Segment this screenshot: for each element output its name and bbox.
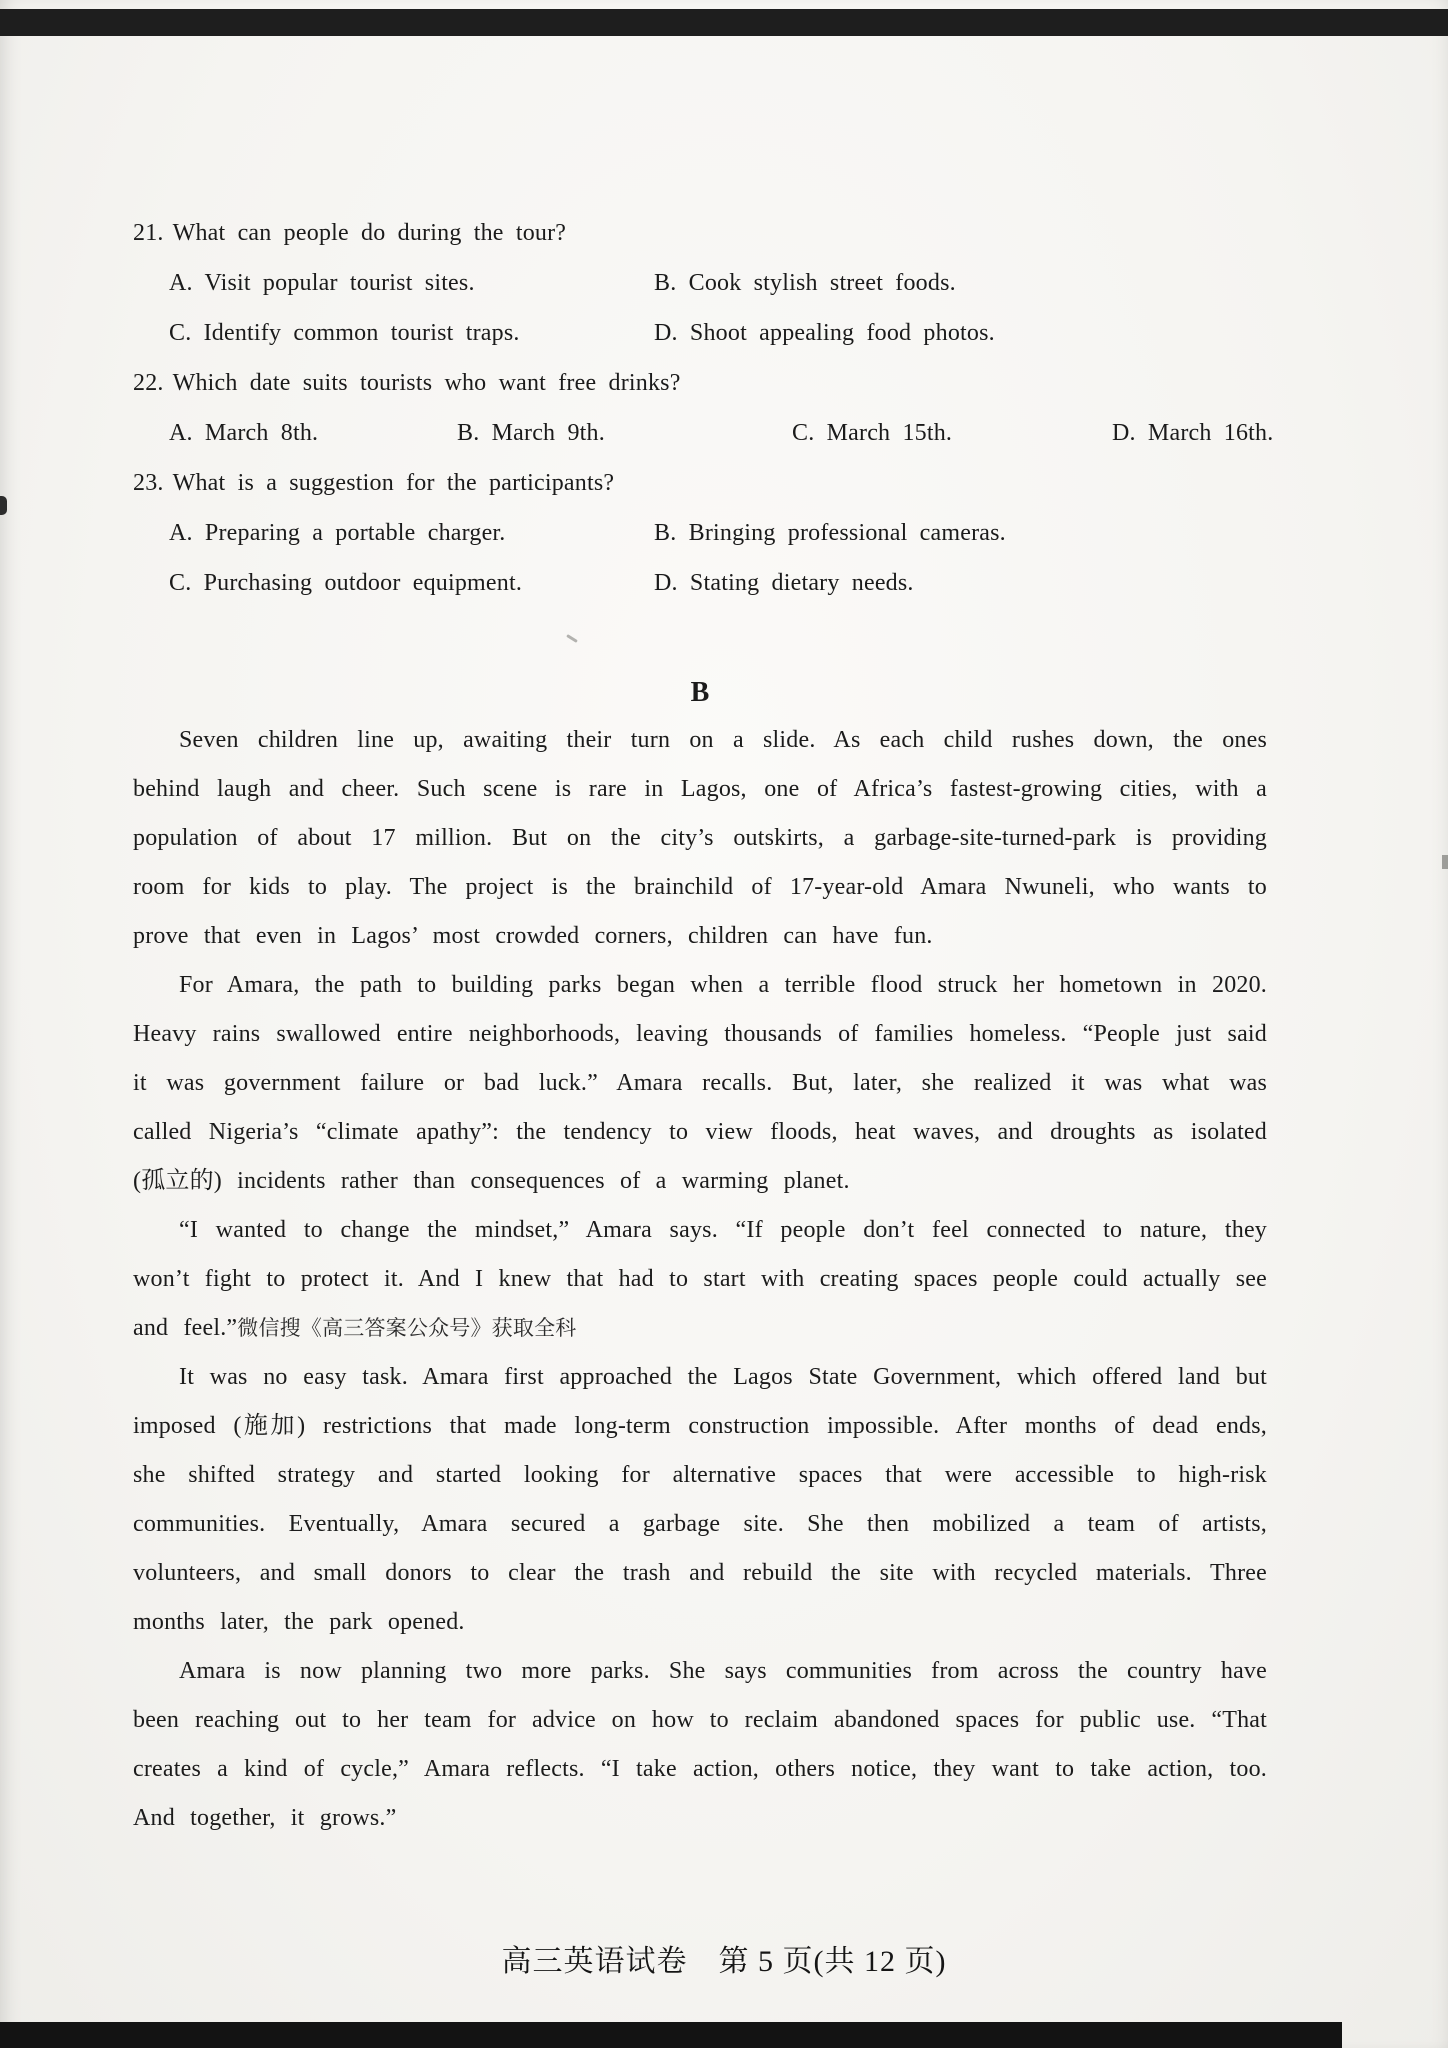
scan-artifact-top-bar	[0, 9, 1448, 36]
paragraph-text: It was no easy task. Amara first approached the Lagos State Government, which offered land but imposed (施加) restrictions that made long-term construction impossible. After months of dead ends, she shifted strategy and started looking for alternative spaces that were accessible to high-risk communities. Eventually, Amara secured a garbage site. She then mobilized a team of artists, volunteers, and small donors to clear the trash and rebuild the site with recycled materials. Three months later, the park opened.	[133, 1364, 1267, 1635]
section-b-heading: B	[690, 677, 710, 708]
question-23-options-row-2	[133, 558, 1267, 608]
question-21-option-c: C. Identify common tourist traps.	[169, 320, 520, 346]
paragraph-text: For Amara, the path to building parks began when a terrible flood struck her hometown in 2020. Heavy rains swallowed entire neighborhoods, leaving thousands of families homeless. “People just said it was government failure or bad luck.” Amara recalls. But, later, she realized it was what was called Nigeria’s “climate apathy”: the tendency to view floods, heat waves, and droughts as isolated (孤立的) incidents rather than consequences of a warming planet.	[133, 972, 1267, 1194]
question-list	[133, 208, 1274, 608]
question-23-options-row-1	[133, 508, 1267, 558]
scan-artifact-bottom-bar	[0, 2022, 1342, 2048]
question-23-text: What is a suggestion for the participants?	[172, 470, 615, 496]
question-23-option-a: A. Preparing a portable charger.	[169, 520, 506, 546]
question-21-options-row-2	[133, 308, 1267, 358]
scan-artifact-right-mark	[1442, 855, 1448, 869]
question-21-option-b: B. Cook stylish street foods.	[654, 270, 956, 296]
question-22-options-row	[133, 408, 1274, 458]
question-21-options-row-1	[133, 258, 1267, 308]
question-21-option-a: A. Visit popular tourist sites.	[169, 270, 475, 296]
passage-paragraph-4	[133, 1353, 1267, 1647]
paragraph-text: Seven children line up, awaiting their turn on a slide. As each child rushes down, the ones behind laugh and cheer. Such scene is rare in Lagos, one of Africa’s fastest-growing cities, with a population of about 17 million. But on the city’s outskirts, a garbage-site-turned-park is providing room for kids to play. The project is the brainchild of 17-year-old Amara Nwuneli, who wants to prove that even in Lagos’ most crowded corners, children can have fun.	[133, 727, 1267, 949]
question-22-option-c: C. March 15th.	[792, 420, 953, 446]
question-22-option-d: D. March 16th.	[1112, 420, 1274, 446]
passage-paragraph-1	[133, 716, 1267, 961]
scan-artifact-left-mark	[0, 496, 7, 515]
question-22-option-b: B. March 9th.	[457, 420, 605, 446]
watermark-text: 微信搜《高三答案公众号》获取全科	[237, 1316, 577, 1340]
question-23-number: 23.	[133, 470, 164, 496]
question-22-option-a: A. March 8th.	[169, 420, 319, 446]
question-21-text: What can people do during the tour?	[172, 220, 567, 246]
question-21-option-d: D. Shoot appealing food photos.	[654, 320, 995, 346]
paragraph-text: “I wanted to change the mindset,” Amara says. “If people don’t feel connected to nature, they won’t fight to protect it. And I knew that had to start with creating spaces people could actually see and feel.”	[133, 1217, 1267, 1341]
question-23-option-c: C. Purchasing outdoor equipment.	[169, 570, 523, 596]
scan-artifact-speck	[566, 634, 578, 643]
question-22-text: Which date suits tourists who want free drinks?	[172, 370, 681, 396]
passage-paragraph-2	[133, 961, 1267, 1206]
question-23-option-d: D. Stating dietary needs.	[654, 570, 914, 596]
question-22-number: 22.	[133, 370, 164, 396]
passage-paragraph-3	[133, 1206, 1267, 1353]
question-22-stem	[133, 358, 1267, 408]
paragraph-text: Amara is now planning two more parks. She says communities from across the country have been reaching out to her team for advice on how to reclaim abandoned spaces for public use. “That creates a kind of cycle,” Amara reflects. “I take action, others notice, they want to take action, too. And together, it grows.”	[133, 1658, 1267, 1831]
page-footer: 高三英语试卷 第 5 页(共 12 页)	[501, 1945, 947, 1978]
passage-paragraph-5	[133, 1647, 1267, 1843]
question-23-option-b: B. Bringing professional cameras.	[654, 520, 1006, 546]
question-21-stem	[133, 208, 1267, 258]
reading-passage	[133, 716, 1267, 1843]
question-23-stem	[133, 458, 1267, 508]
question-21-number: 21.	[133, 220, 164, 246]
